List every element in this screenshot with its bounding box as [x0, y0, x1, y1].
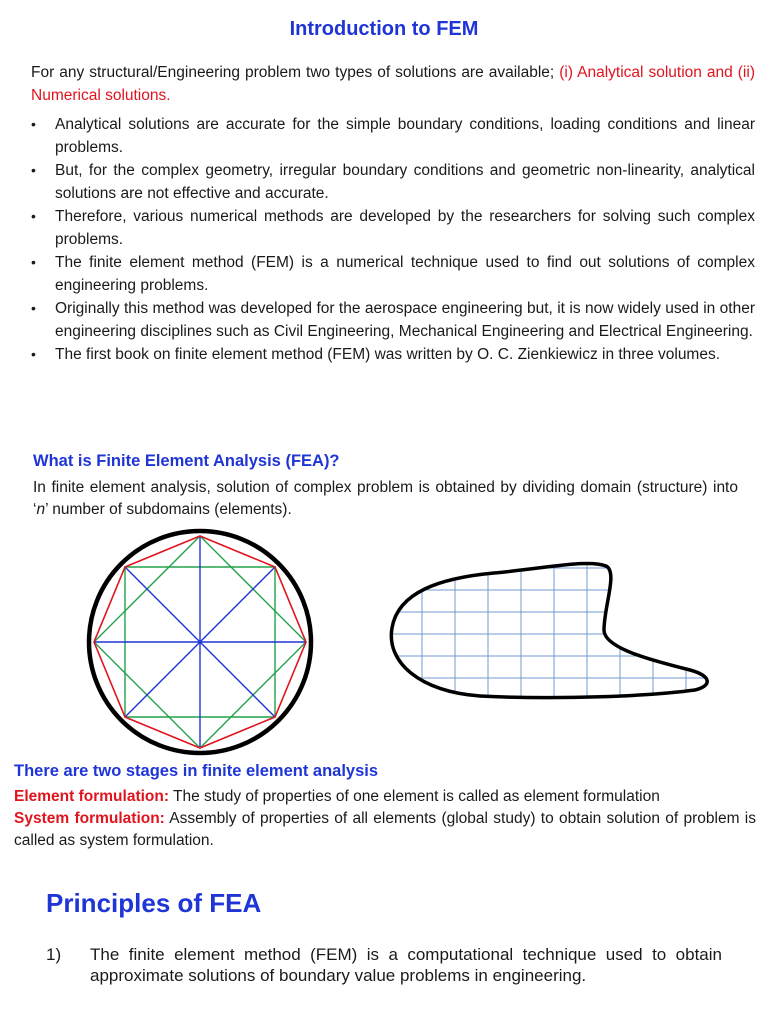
- element-formulation: [14, 786, 756, 808]
- domain-outline: [391, 563, 707, 697]
- bullet-item: • The finite element method (FEM) is a numerical technique used to find out solutions of complex engineering problems.: [31, 251, 755, 297]
- fea-figure: [0, 520, 768, 760]
- principle-text: The finite element method (FEM) is a computational technique used to obtain approximate solutions of boundary value problems in engineering.: [90, 945, 722, 985]
- page-title: Introduction to FEM: [289, 18, 479, 40]
- element-formulation-text: The study of properties of one element is called as element formulation: [169, 788, 660, 805]
- bullet-list: [31, 113, 755, 366]
- fea-text-after: ’ number of subdomains (elements).: [45, 501, 292, 518]
- system-formulation: [14, 808, 756, 852]
- bullet-item: • The first book on finite element method (FEM) was written by O. C. Zienkiewicz in three volumes.: [31, 343, 755, 366]
- circle-discretization: [89, 531, 311, 753]
- system-formulation-label: System formulation:: [14, 810, 165, 827]
- irregular-domain-mesh: [380, 550, 720, 720]
- bullet-item: • But, for the complex geometry, irregular boundary conditions and geometric non-linearity, analytical solutions are not effective and accurate.: [31, 159, 755, 205]
- stages-definitions: [14, 786, 756, 852]
- intro-text: For any structural/Engineering problem two types of solutions are available;: [31, 64, 560, 81]
- intro-paragraph: [31, 61, 755, 107]
- fea-italic-n: n: [36, 501, 46, 518]
- fea-heading: What is Finite Element Analysis (FEA)?: [33, 452, 340, 470]
- fea-paragraph: [33, 477, 738, 521]
- stages-heading: There are two stages in finite element analysis: [14, 762, 379, 780]
- bullet-item: • Therefore, various numerical methods are developed by the researchers for solving such complex problems.: [31, 205, 755, 251]
- bullet-item: • Analytical solutions are accurate for the simple boundary conditions, loading conditions and linear problems.: [31, 113, 755, 159]
- element-formulation-label: Element formulation:: [14, 788, 170, 805]
- system-formulation-text: Assembly of properties of all elements (global study) to obtain solution of problem is called as system formulation.: [14, 810, 756, 849]
- principle-number: 1): [46, 945, 62, 964]
- principle-item: [46, 944, 722, 986]
- fea-text-before: In finite element analysis, solution of complex problem is obtained by dividing domain (structure) into ‘: [33, 479, 738, 518]
- principles-heading: Principles of FEA: [46, 888, 262, 918]
- intro-highlight: (i) Analytical solution and (ii) Numerical solutions.: [31, 64, 755, 104]
- bullet-item: • Originally this method was developed for the aerospace engineering but, it is now widely used in other engineering disciplines such as Civil Engineering, Mechanical Engineering and Electrical Engineering.: [31, 297, 755, 343]
